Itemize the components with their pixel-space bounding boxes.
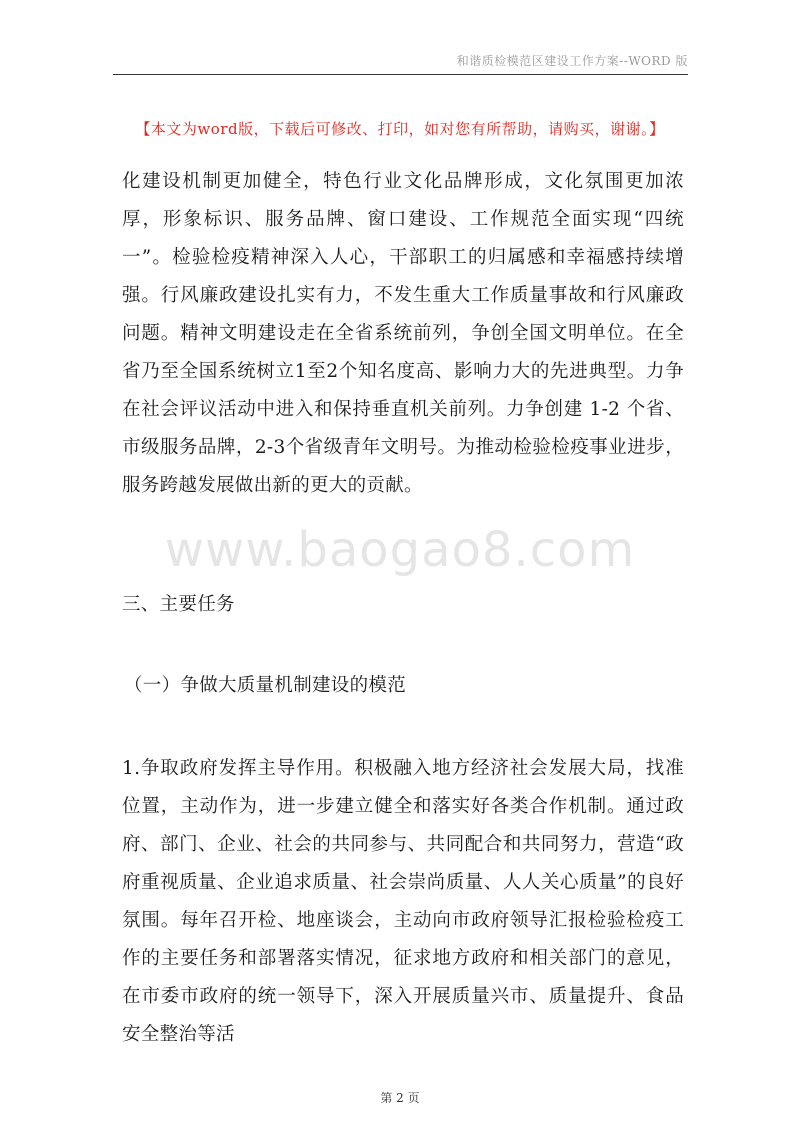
section-heading-main-tasks: 三、主要任务 [122, 594, 235, 615]
subsection-heading: （一）争做大质量机制建设的模范 [124, 675, 407, 696]
page-number: 第 2 页 [380, 1091, 420, 1105]
watermark: www.baogao8.com [164, 522, 636, 578]
header-divider [113, 74, 688, 75]
paragraph-government-role: 1.争取政府发挥主导作用。积极融入地方经济社会发展大局，找准位置，主动作为，进一步建立健全和落实好各类合作机制。通过政府、部门、企业、社会的共同参与、共同配合和共同努力，营造“政府重视质量、企业追求质量、社会崇尚质量、人人关心质量”的良好氛围。每年召开检、地座谈会，主动向市政府领导汇报检验检疫工作的主要任务和部署落实情况，征求地方政府和相关部门的意见，在市委市政府的统一领导下，深入开展质量兴市、质量提升、食品安全整治等活 [122, 758, 684, 1045]
purchase-notice: 【本文为word版，下载后可修改、打印，如对您有所帮助，请购买，谢谢。】 [135, 120, 665, 138]
header-title: 和谐质检模范区建设工作方案--WORD 版 [456, 54, 688, 68]
paragraph-goals: 化建设机制更加健全，特色行业文化品牌形成，文化氛围更加浓厚，形象标识、服务品牌、窗口建设、工作规范全面实现“四统一”。检验检疫精神深入人心，干部职工的归属感和幸福感持续增强。行风廉政建设扎实有力，不发生重大工作质量事故和行风廉政问题。精神文明建设走在全省系统前列，争创全国文明单位。在全省乃至全国系统树立1至2个知名度高、影响力大的先进典型。力争在社会评议活动中进入和保持垂直机关前列。力争创建 1-2 个省、市级服务品牌，2-3个省级青年文明号。为推动检验检疫事业进步，服务跨越发展做出新的更大的贡献。 [122, 171, 684, 496]
